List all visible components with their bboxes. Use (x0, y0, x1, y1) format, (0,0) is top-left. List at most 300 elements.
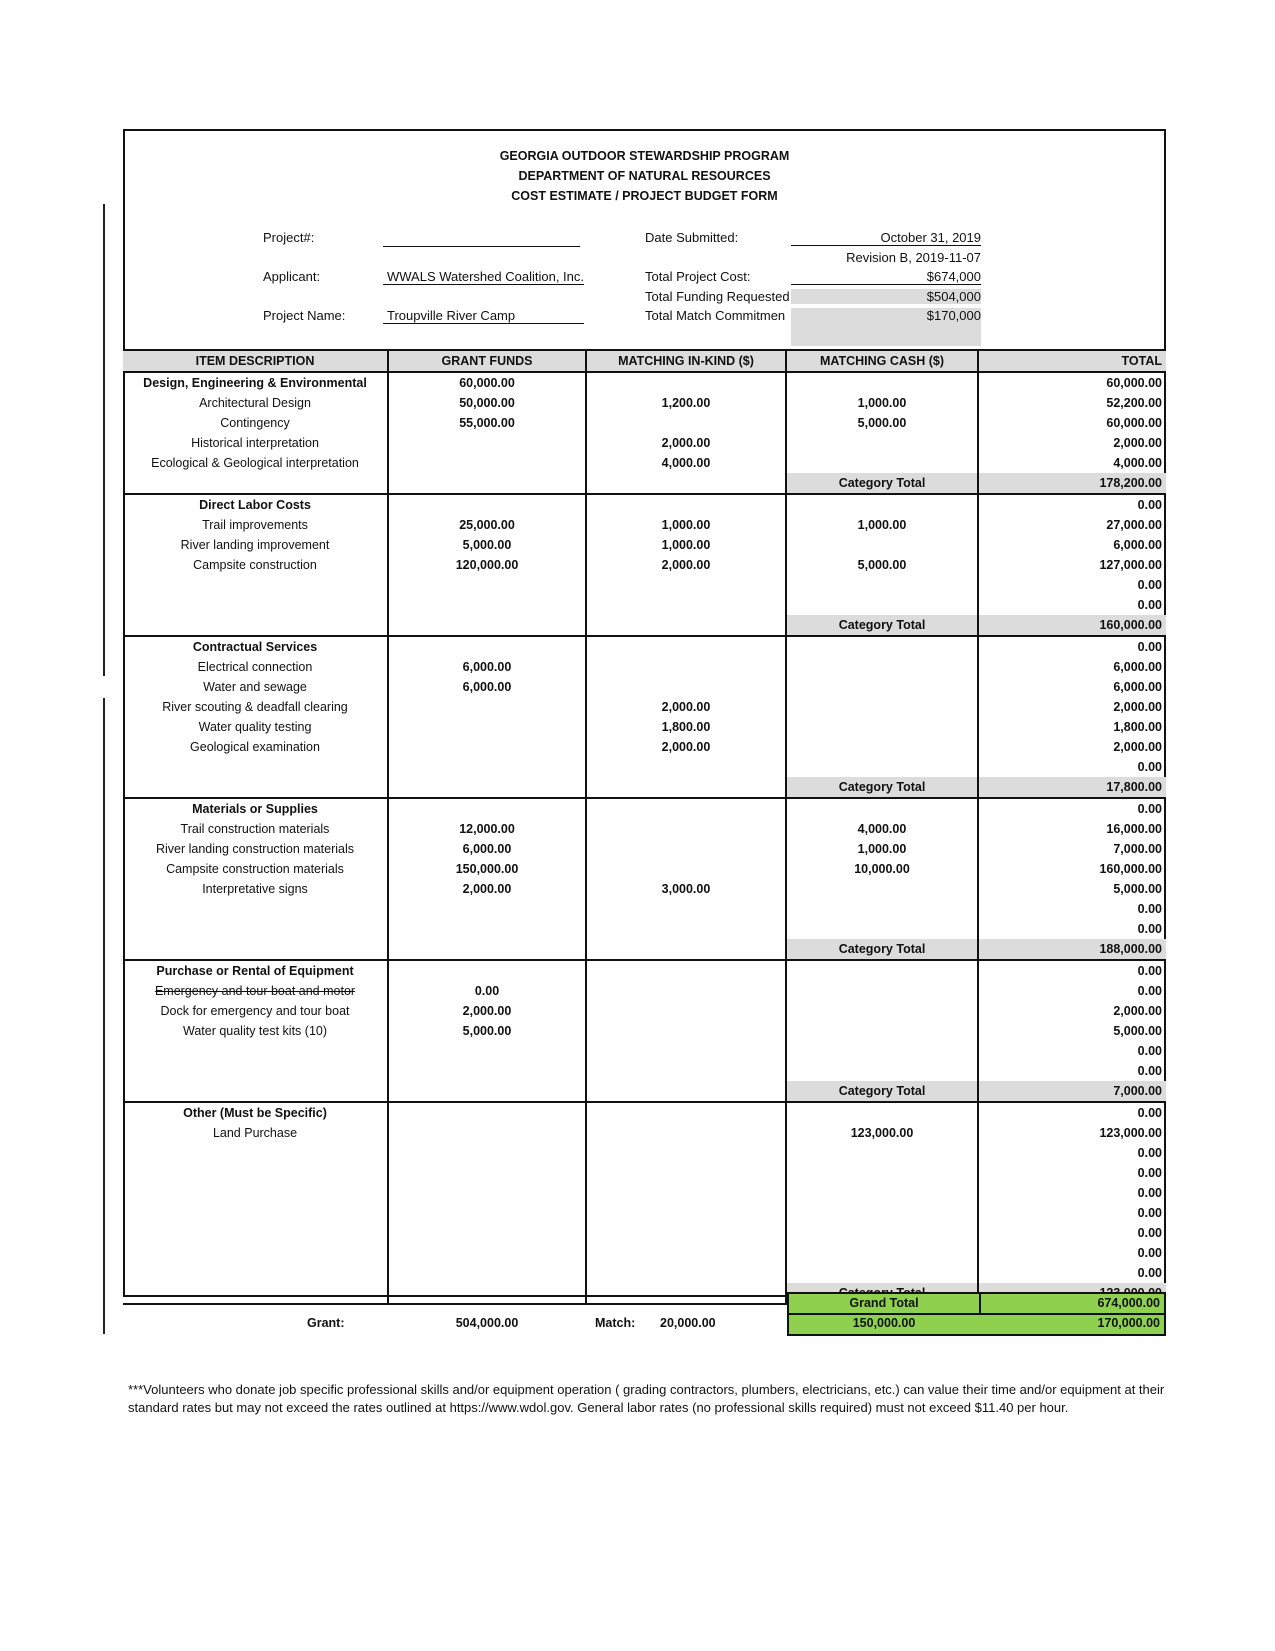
item-value: 4,000.00 (786, 819, 978, 839)
project-name-field[interactable]: Troupville River Camp (383, 308, 584, 324)
item-value (586, 1263, 786, 1283)
item-value (786, 657, 978, 677)
column-header-item-description: ITEM DESCRIPTION (123, 350, 388, 372)
item-value: 0.00 (978, 1243, 1166, 1263)
item-description (123, 1163, 388, 1183)
column-header-matching-cash: MATCHING CASH ($) (786, 350, 978, 372)
item-value (786, 919, 978, 939)
item-value (586, 1243, 786, 1263)
item-value (786, 697, 978, 717)
item-value (786, 737, 978, 757)
category-total-label: Category Total (786, 939, 978, 960)
item-value (786, 1243, 978, 1263)
blank-cell (388, 1081, 586, 1102)
item-value (786, 1263, 978, 1283)
item-value (586, 981, 786, 1001)
item-value (388, 737, 586, 757)
category-value: 0.00 (978, 1102, 1166, 1123)
item-value: 6,000.00 (388, 677, 586, 697)
item-description (123, 1041, 388, 1061)
column-header-matching-in-kind: MATCHING IN-KIND ($) (586, 350, 786, 372)
item-description: Campsite construction (193, 558, 317, 572)
item-description: River landing improvement (180, 538, 330, 552)
item-value: 0.00 (978, 1203, 1166, 1223)
table-row (123, 879, 1166, 899)
item-value (586, 413, 786, 433)
category-value: 0.00 (978, 636, 1166, 657)
table-row (123, 535, 1166, 555)
blank-cell (123, 1283, 388, 1304)
category-value (586, 798, 786, 819)
item-description: River landing construction materials (155, 842, 354, 856)
item-value (786, 1203, 978, 1223)
project-number-label: Project#: (263, 230, 315, 245)
category-value (586, 960, 786, 981)
grand-total-value: 674,000.00 (1097, 1296, 1160, 1310)
item-description: Water quality testing (198, 720, 312, 734)
table-row (123, 1021, 1166, 1041)
category-total-value: 188,000.00 (978, 939, 1166, 960)
item-value (586, 1061, 786, 1081)
table-row (123, 1123, 1166, 1143)
item-value: 5,000.00 (388, 1021, 586, 1041)
item-value: 120,000.00 (388, 555, 586, 575)
item-value (786, 899, 978, 919)
item-value: 0.00 (978, 1183, 1166, 1203)
item-value (388, 697, 586, 717)
program-title: GEORGIA OUTDOOR STEWARDSHIP PROGRAM (499, 149, 790, 163)
category-name: Contractual Services (192, 640, 318, 654)
item-value: 0.00 (978, 899, 1166, 919)
item-value (388, 1163, 586, 1183)
budget-table (123, 349, 1166, 1305)
item-description: Historical interpretation (191, 436, 319, 450)
category-value (388, 960, 586, 981)
item-description: Trail construction materials (180, 822, 330, 836)
item-description: Land Purchase (212, 1126, 298, 1140)
item-value (786, 1143, 978, 1163)
category-header-row (123, 960, 1166, 981)
blank-cell (586, 777, 786, 798)
category-header-row (123, 1102, 1166, 1123)
item-value (388, 1123, 586, 1143)
item-value (388, 1041, 586, 1061)
total-project-cost-label: Total Project Cost: (645, 269, 751, 284)
table-row (123, 899, 1166, 919)
category-total-label: Category Total (786, 1081, 978, 1102)
item-value: 5,000.00 (786, 413, 978, 433)
blank-cell (123, 939, 388, 960)
item-description: Dock for emergency and tour boat (160, 1004, 350, 1018)
item-value (786, 981, 978, 1001)
category-total-value: 17,800.00 (978, 777, 1166, 798)
item-value (786, 433, 978, 453)
item-description: Contingency (220, 416, 290, 430)
project-number-field[interactable] (383, 230, 580, 247)
date-submitted-label: Date Submitted: (645, 230, 739, 245)
item-value: 6,000.00 (388, 839, 586, 859)
item-description: Ecological & Geological interpretation (151, 456, 359, 470)
item-value (388, 1223, 586, 1243)
blank-cell (388, 939, 586, 960)
category-value (586, 1102, 786, 1123)
category-value: 60,000.00 (388, 372, 586, 393)
category-header-row (123, 636, 1166, 657)
category-value: 0.00 (978, 798, 1166, 819)
table-row (123, 575, 1166, 595)
item-value: 2,000.00 (586, 697, 786, 717)
table-row (123, 413, 1166, 433)
table-row (123, 677, 1166, 697)
item-value (786, 1001, 978, 1021)
item-value: 2,000.00 (388, 879, 586, 899)
item-description: Geological examination (190, 740, 320, 754)
item-value: 7,000.00 (978, 839, 1166, 859)
item-value (786, 535, 978, 555)
table-row (123, 1243, 1166, 1263)
item-value (388, 1203, 586, 1223)
item-value: 4,000.00 (978, 453, 1166, 473)
item-description (123, 1263, 388, 1283)
item-description (123, 1143, 388, 1163)
table-row (123, 1203, 1166, 1223)
table-row (123, 1223, 1166, 1243)
item-value (786, 677, 978, 697)
item-value (586, 1041, 786, 1061)
grand-total-bar (787, 1292, 1166, 1336)
item-value (388, 453, 586, 473)
total-funding-label: Total Funding Requested (645, 289, 790, 304)
item-value (786, 717, 978, 737)
table-row (123, 717, 1166, 737)
item-value: 2,000.00 (586, 737, 786, 757)
item-value: 123,000.00 (786, 1123, 978, 1143)
item-value: 2,000.00 (978, 737, 1166, 757)
item-value: 4,000.00 (586, 453, 786, 473)
item-value: 55,000.00 (388, 413, 586, 433)
item-value (388, 1263, 586, 1283)
item-value: 1,000.00 (786, 515, 978, 535)
item-description (123, 899, 388, 919)
grand-total-vdivider (979, 1294, 981, 1314)
category-value (388, 494, 586, 515)
item-value (586, 677, 786, 697)
table-row (123, 839, 1166, 859)
item-value (388, 1061, 586, 1081)
applicant-field[interactable]: WWALS Watershed Coalition, Inc. (383, 269, 584, 285)
table-row (123, 859, 1166, 879)
category-value: 60,000.00 (978, 372, 1166, 393)
grand-total-label: Grand Total (849, 1296, 919, 1310)
item-value: 25,000.00 (388, 515, 586, 535)
date-submitted-field[interactable]: October 31, 2019 (791, 230, 981, 246)
item-value: 1,000.00 (786, 393, 978, 413)
table-row (123, 1041, 1166, 1061)
table-row (123, 1163, 1166, 1183)
item-value: 2,000.00 (586, 433, 786, 453)
blank-cell (586, 939, 786, 960)
item-value (388, 757, 586, 777)
category-total-row (123, 473, 1166, 494)
item-value: 1,200.00 (586, 393, 786, 413)
blank-cell (586, 1081, 786, 1102)
category-total-label: Category Total (786, 473, 978, 494)
category-header-row (123, 798, 1166, 819)
item-value: 10,000.00 (786, 859, 978, 879)
item-value: 127,000.00 (978, 555, 1166, 575)
item-value (388, 575, 586, 595)
category-value (786, 798, 978, 819)
item-value: 0.00 (978, 1223, 1166, 1243)
item-value (786, 1021, 978, 1041)
item-value: 6,000.00 (978, 677, 1166, 697)
category-value (786, 636, 978, 657)
item-value: 5,000.00 (978, 879, 1166, 899)
category-name: Purchase or Rental of Equipment (156, 964, 354, 978)
table-row (123, 757, 1166, 777)
item-value (388, 433, 586, 453)
item-value: 6,000.00 (388, 657, 586, 677)
category-value (586, 372, 786, 393)
item-value: 1,000.00 (786, 839, 978, 859)
item-value: 150,000.00 (388, 859, 586, 879)
category-value (786, 372, 978, 393)
item-value (786, 1041, 978, 1061)
item-value: 0.00 (978, 575, 1166, 595)
category-value (388, 798, 586, 819)
category-total-value: 7,000.00 (978, 1081, 1166, 1102)
item-description (123, 595, 388, 615)
match-overall-total: 170,000.00 (1097, 1316, 1160, 1330)
item-value (786, 1061, 978, 1081)
item-value: 2,000.00 (978, 697, 1166, 717)
item-value: 0.00 (978, 1263, 1166, 1283)
item-value: 6,000.00 (978, 657, 1166, 677)
category-value (786, 494, 978, 515)
item-value: 12,000.00 (388, 819, 586, 839)
item-value (586, 919, 786, 939)
item-value: 60,000.00 (978, 413, 1166, 433)
item-value (786, 595, 978, 615)
item-description (123, 919, 388, 939)
margin-line-upper (103, 204, 105, 676)
item-value (388, 717, 586, 737)
department-title: DEPARTMENT OF NATURAL RESOURCES (518, 169, 771, 183)
budget-form (123, 129, 1166, 1330)
item-value: 0.00 (978, 981, 1166, 1001)
item-value: 5,000.00 (786, 555, 978, 575)
margin-line-lower (103, 698, 105, 1334)
item-value (786, 1223, 978, 1243)
category-name: Other (Must be Specific) (183, 1106, 327, 1120)
item-description: Emergency and tour boat and motor (154, 984, 356, 998)
blank-cell (123, 473, 388, 494)
item-value: 1,000.00 (586, 535, 786, 555)
blank-cell (388, 473, 586, 494)
item-value: 0.00 (978, 1061, 1166, 1081)
item-description (123, 757, 388, 777)
item-description (123, 1061, 388, 1081)
category-total-label: Category Total (786, 615, 978, 636)
grant-footer-value: 504,000.00 (455, 1316, 519, 1330)
item-value: 0.00 (978, 1163, 1166, 1183)
project-name-label: Project Name: (263, 308, 346, 323)
item-description (123, 575, 388, 595)
category-value (586, 636, 786, 657)
total-match-label: Total Match Commitmen (645, 308, 786, 323)
category-value (388, 636, 586, 657)
table-row (123, 1143, 1166, 1163)
item-value: 1,800.00 (586, 717, 786, 737)
item-value: 5,000.00 (388, 535, 586, 555)
item-value: 0.00 (978, 1143, 1166, 1163)
item-value (786, 453, 978, 473)
item-value (586, 1183, 786, 1203)
item-description (123, 1203, 388, 1223)
column-header-total: TOTAL (978, 350, 1166, 372)
item-description: Water quality test kits (10) (182, 1024, 328, 1038)
blank-cell (123, 1081, 388, 1102)
table-row (123, 1001, 1166, 1021)
blank-cell (388, 777, 586, 798)
item-value (586, 1123, 786, 1143)
item-description: River scouting & deadfall clearing (162, 700, 348, 714)
item-value (388, 1183, 586, 1203)
match-footer-value: 20,000.00 (660, 1316, 716, 1330)
match-cash-total: 150,000.00 (852, 1316, 916, 1330)
item-value: 0.00 (978, 595, 1166, 615)
grant-footer-label: Grant: (307, 1316, 345, 1330)
category-name: Materials or Supplies (192, 802, 318, 816)
item-value (586, 595, 786, 615)
category-value (786, 1102, 978, 1123)
item-value (586, 899, 786, 919)
item-value: 27,000.00 (978, 515, 1166, 535)
item-value: 160,000.00 (978, 859, 1166, 879)
table-row (123, 819, 1166, 839)
category-total-row (123, 939, 1166, 960)
item-description (123, 1183, 388, 1203)
table-row (123, 1183, 1166, 1203)
item-value (388, 595, 586, 615)
category-total-row (123, 1081, 1166, 1102)
table-row (123, 393, 1166, 413)
volunteer-note: ***Volunteers who donate job specific professional skills and/or equipment operation ( grading contractors, plumbers, electricians, etc.) can value their time and/or equipment at their standard rates but may not exceed the rates outlined at https://www.wdol.gov. General labor rates (no professional skills required) must not exceed $11.40 per hour. (128, 1382, 1165, 1415)
table-row (123, 1061, 1166, 1081)
table-row (123, 697, 1166, 717)
item-description: Electrical connection (197, 660, 313, 674)
category-name: Direct Labor Costs (199, 498, 311, 512)
item-value (388, 919, 586, 939)
item-value (586, 1021, 786, 1041)
item-value (786, 575, 978, 595)
item-value (586, 1001, 786, 1021)
grand-total-divider (789, 1313, 1164, 1315)
item-value: 3,000.00 (586, 879, 786, 899)
category-name: Design, Engineering & Environmental (143, 376, 367, 390)
item-value (586, 1223, 786, 1243)
category-value (786, 960, 978, 981)
form-title: COST ESTIMATE / PROJECT BUDGET FORM (511, 189, 778, 203)
item-value (586, 839, 786, 859)
item-value: 50,000.00 (388, 393, 586, 413)
match-footer-label: Match: (595, 1316, 636, 1330)
total-project-cost-field[interactable]: $674,000 (791, 269, 981, 285)
item-value (586, 757, 786, 777)
category-header-row (123, 372, 1166, 393)
item-value: 2,000.00 (388, 1001, 586, 1021)
item-description: Water and sewage (203, 680, 307, 694)
item-value (388, 1243, 586, 1263)
item-value: 52,200.00 (978, 393, 1166, 413)
item-value: 0.00 (978, 1041, 1166, 1061)
item-value: 0.00 (388, 981, 586, 1001)
total-funding-field[interactable]: $504,000 (791, 289, 981, 304)
table-row (123, 919, 1166, 939)
item-value: 0.00 (978, 757, 1166, 777)
table-row (123, 555, 1166, 575)
item-value (786, 879, 978, 899)
blank-cell (586, 615, 786, 636)
item-value (786, 1163, 978, 1183)
category-total-row (123, 777, 1166, 798)
item-value: 2,000.00 (586, 555, 786, 575)
category-total-value: 160,000.00 (978, 615, 1166, 636)
item-description (123, 1243, 388, 1263)
category-header-row (123, 494, 1166, 515)
category-value: 0.00 (978, 494, 1166, 515)
item-value (586, 1203, 786, 1223)
item-value (586, 819, 786, 839)
item-value (786, 757, 978, 777)
item-value: 16,000.00 (978, 819, 1166, 839)
category-total-label: Category Total (786, 777, 978, 798)
table-row (123, 657, 1166, 677)
item-value (388, 899, 586, 919)
item-value (586, 1163, 786, 1183)
item-value: 123,000.00 (978, 1123, 1166, 1143)
item-description (123, 1223, 388, 1243)
blank-cell (586, 1283, 786, 1304)
item-value: 6,000.00 (978, 535, 1166, 555)
table-row (123, 737, 1166, 757)
table-row (123, 515, 1166, 535)
item-description: Campsite construction materials (166, 862, 344, 876)
table-row (123, 1263, 1166, 1283)
item-description: Trail improvements (202, 518, 308, 532)
table-row (123, 981, 1166, 1001)
column-header-grant-funds: GRANT FUNDS (388, 350, 586, 372)
table-header-row (123, 350, 1166, 372)
category-value: 0.00 (978, 960, 1166, 981)
total-match-field[interactable]: $170,000 (791, 308, 981, 346)
item-value (388, 1143, 586, 1163)
category-total-value: 178,200.00 (978, 473, 1166, 494)
blank-cell (586, 473, 786, 494)
item-value: 0.00 (978, 919, 1166, 939)
table-row (123, 595, 1166, 615)
category-value (388, 1102, 586, 1123)
applicant-label: Applicant: (263, 269, 321, 284)
category-value (586, 494, 786, 515)
category-total-row (123, 615, 1166, 636)
item-value (786, 1183, 978, 1203)
item-value: 1,800.00 (978, 717, 1166, 737)
item-value (586, 1143, 786, 1163)
item-value (586, 657, 786, 677)
blank-cell (388, 615, 586, 636)
item-value: 5,000.00 (978, 1021, 1166, 1041)
